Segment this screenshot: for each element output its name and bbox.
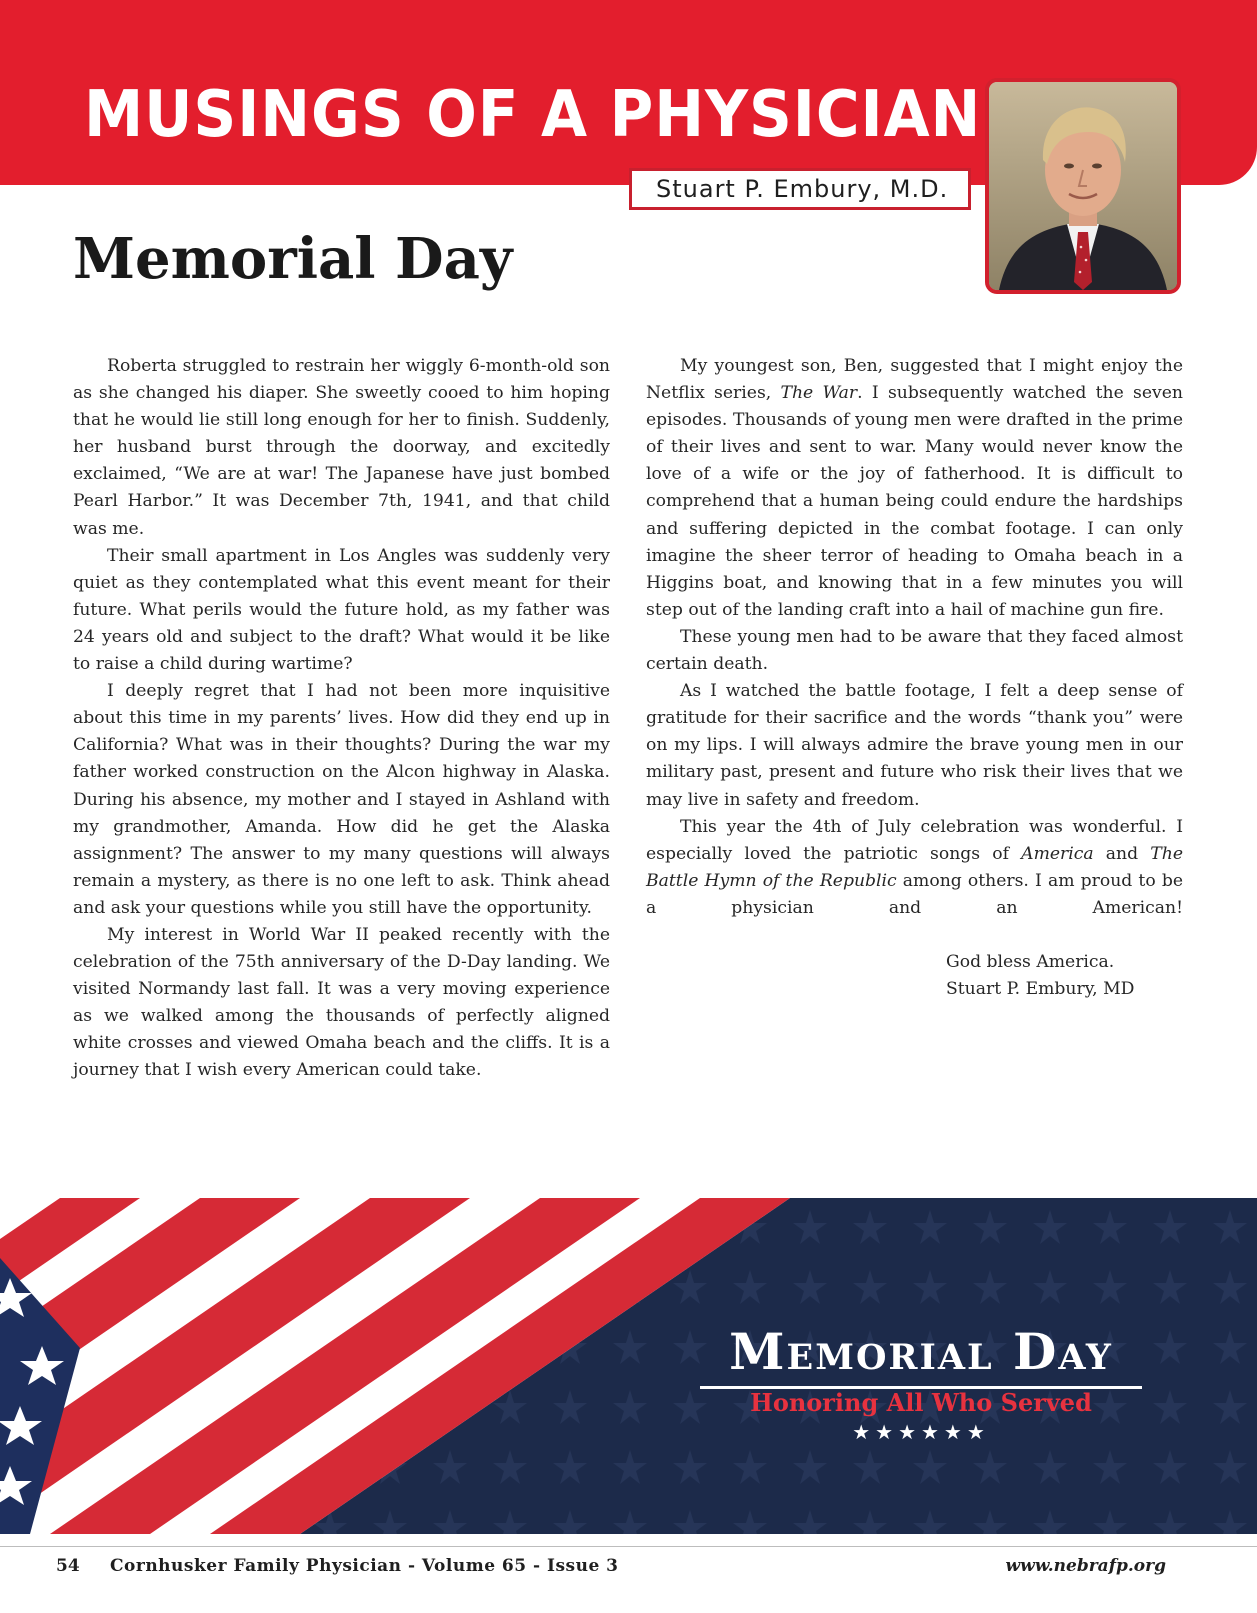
portrait-illustration — [989, 82, 1177, 290]
page-number: 54 — [56, 1556, 80, 1576]
article-title: Memorial Day — [73, 226, 513, 292]
paragraph — [646, 814, 1183, 922]
author-photo — [985, 78, 1181, 294]
text-run: and — [1093, 843, 1151, 864]
author-name: Stuart P. Embury, M.D. — [656, 175, 949, 203]
paragraph — [646, 353, 1183, 624]
signature-name: Stuart P. Embury, MD — [946, 979, 1135, 1000]
series-title: The War — [780, 383, 858, 404]
article-column-left — [73, 353, 610, 1085]
section-title: MUSINGS OF A PHYSICIAN — [84, 78, 982, 152]
banner-title: Memorial Day — [729, 1322, 1113, 1381]
song-title: America — [1021, 843, 1094, 864]
paragraph: These young men had to be aware that they faced almost certain death. — [646, 626, 1183, 675]
song-title: The Battle Hymn of the Republic — [646, 843, 1183, 891]
publication-info: Cornhusker Family Physician - Volume 65 - Issue 3 — [110, 1556, 619, 1576]
paragraph: Roberta struggled to restrain her wiggly 6-month-old son as she changed his diaper. She sweetly cooed to him hoping that he would lie still long enough for her to finish. Suddenly, her husband burst through the doorway, and excitedly exclaimed, “We are at war! The Japanese have just bombed Pearl Harbor.” It was December 7th, 1941, and that child was me. — [73, 356, 610, 539]
text-run: . I subsequently watched the seven episodes. Thousands of young men were drafted in the prime of their lives and sent to war. Many would never know the love of a wife or the joy of fatherhood. It is difficult to comprehend that a human being could endure the hardships and suffering depicted in the combat footage. I can only imagine the sheer terror of heading to Omaha beach in a Higgins boat, and knowing that in a few minutes you will step out of the landing craft into a hail of machine gun fire. — [646, 383, 1183, 620]
footer-divider — [0, 1546, 1257, 1547]
star-row-icon: ★★★★★★ — [852, 1420, 990, 1444]
text-run: My youngest son, Ben, suggested that I might enjoy the Netflix series, — [646, 356, 1183, 404]
closing-line: God bless America. — [946, 951, 1115, 972]
author-byline — [629, 168, 971, 210]
paragraph: As I watched the battle footage, I felt a deep sense of gratitude for their sacrifice and the words “thank you” were on my lips. I will always admire the brave young men in our military past, present and future who risk their lives that we may live in safety and freedom. — [646, 681, 1183, 810]
website-link[interactable]: www.nebrafp.org — [1005, 1556, 1166, 1576]
paragraph: I deeply regret that I had not been more inquisitive about this time in my parents’ lives. How did they end up in California? What was in their thoughts? During the war my father worked construction on the Alcon highway in Alaska. During his absence, my mother and I stayed in Ashland with my grandmother, Amanda. How did he get the Alaska assignment? The answer to my many questions will always remain a mystery, as there is no one left to ask. Think ahead and ask your questions while you still have the opportunity. — [73, 681, 610, 918]
text-run: among others. I am proud to be a physician and an American! — [646, 870, 1183, 918]
article-column-right — [646, 353, 1183, 1003]
banner-subtitle: Honoring All Who Served — [750, 1388, 1092, 1417]
closing-signature — [946, 949, 1183, 1003]
paragraph: Their small apartment in Los Angles was suddenly very quiet as they contemplated what this event meant for their future. What perils would the future hold, as my father was 24 years old and subject to the draft? What would it be like to raise a child during wartime? — [73, 545, 610, 675]
text-run: This year the 4th of July celebration was wonderful. I especially loved the patriotic songs of — [646, 816, 1183, 864]
paragraph: My interest in World War II peaked recently with the celebration of the 75th anniversary of the D-Day landing. We visited Normandy last fall. It was a very moving experience as we walked among the thousands of perfectly aligned white crosses and viewed Omaha beach and the cliffs. It is a journey that I wish every American could take. — [73, 924, 610, 1081]
